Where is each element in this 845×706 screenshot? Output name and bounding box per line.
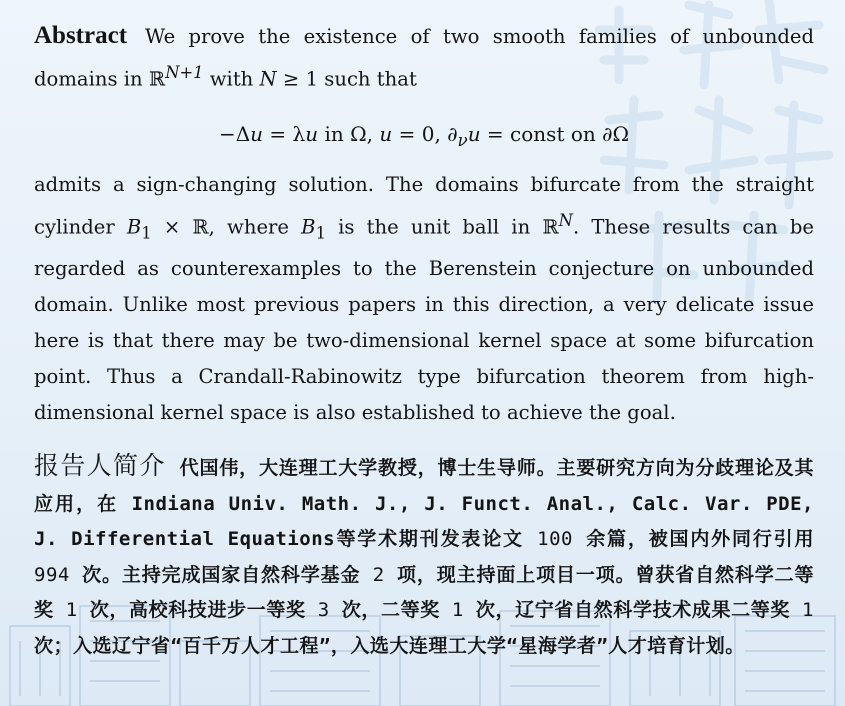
bio-citation-count: 994 [34,563,70,586]
bio-second-award-count: 1 [451,599,464,622]
display-equation [34,116,814,159]
eq-u: u [379,121,393,146]
abstract-with: with [203,67,260,91]
bio-text: 次。主持完成国家自然科学基金 [69,563,373,586]
bio-nsfc-count: 2 [372,563,385,586]
eq-domain: in Ω, [318,121,380,146]
eq-boundary-zero: = 0, ∂ [392,121,458,146]
math-N: N [259,67,277,91]
bio-text: 次，辽宁省自然科学技术成果二等奖 [463,599,803,622]
eq-u: u [250,121,264,146]
abstract-condition: ≥ 1 such that [276,67,417,91]
math-subscript: 1 [141,222,152,242]
bio-text: 项，现主持面上项目一项。曾获省自然科学二等奖 [34,563,814,622]
math-subscript: 1 [315,222,326,242]
abstract-unit-ball: is the unit ball in ℝ [325,215,559,239]
abstract-second-paragraph [34,167,814,431]
bio-paper-count: 100 [537,528,573,551]
eq-u: u [467,121,481,146]
abstract-body-1: admits a sign-changing solution. The domains bifurcate from the straight cylinder [34,172,814,239]
abstract-cylinder: × ℝ, where [151,215,302,239]
bio-liaoning-award-count: 1 [802,599,814,622]
bio-text: 次，高校科技进步一等奖 [77,599,318,622]
bio-text: 次；入选辽宁省“百千万人才工程”，入选大连理工大学“星海学者”人才培育计划。 [34,634,745,657]
math-dimension-exponent: N+1 [165,63,204,82]
bio-university-award-count: 3 [317,599,330,622]
bio-text: 余篇，被国内外同行引用 [572,528,814,551]
bio-provincial-award-count: 1 [65,599,78,622]
abstract-first-paragraph [34,18,814,98]
bio-heading: 报告人简介 [34,451,166,480]
math-B: B [301,215,316,239]
eq-laplacian: −Δ [218,121,251,146]
eq-const-boundary: = const on ∂Ω [480,121,630,146]
abstract-section [34,18,814,431]
math-B: B [126,215,142,239]
eq-u: u [305,121,319,146]
abstract-intro: We prove the existence of two smooth families of unbounded domains in [34,25,814,91]
eq-normal: ν [457,130,468,150]
abstract-body-2: . These results can be regarded as counterexamples to the Berenstein conjecture on unbounded domain. Unlike most previous papers in this direction, a very delicate issue here is that there may be two-dimensional kernel space at some bifurcation point. Thus a Crandall-Rabinowitz type bifurcation theorem from high-dimensional kernel space is also established to achieve the goal. [34,215,814,424]
eq-lambda: = λ [263,121,306,146]
speaker-bio-section [34,448,814,665]
abstract-heading: Abstract [34,22,128,49]
bio-text: 代国伟，大连理工大学教授，博士生导师。主要研究方向为分歧理论及其应用，在 Indiana Univ. Math. J., J. Funct. Anal., Calc. Var. PDE, J. Differential Equations等学术期刊发表论文 [34,457,814,551]
math-real-space: ℝ [148,67,166,91]
bio-text: 次，二等奖 [329,599,452,622]
math-superscript-N: N [558,210,573,230]
